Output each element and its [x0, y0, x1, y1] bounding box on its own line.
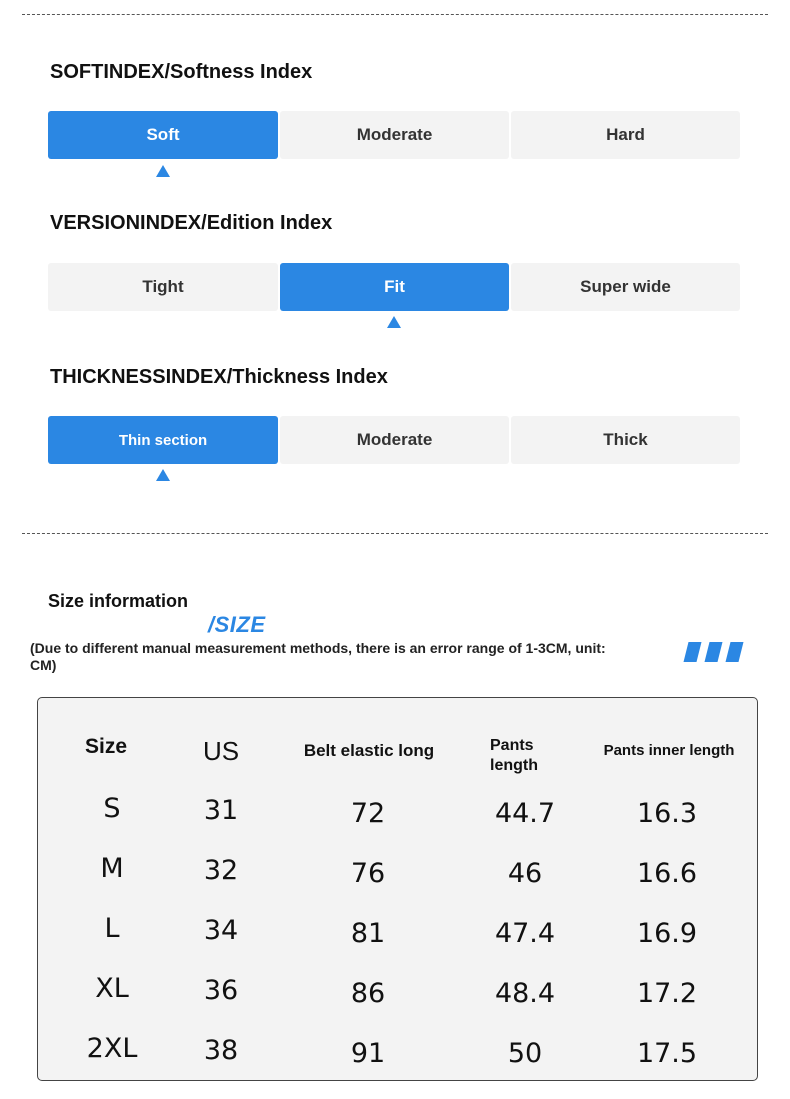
thickness-selected-marker-icon — [156, 469, 170, 481]
table-cell-inner-length: 17.5 — [636, 1038, 698, 1069]
softness-option-moderate: Moderate — [280, 111, 509, 159]
table-cell-inner-length: 16.3 — [636, 798, 698, 829]
table-cell-us: 31 — [203, 795, 239, 826]
table-cell-size: XL — [95, 973, 129, 1004]
softness-selected-marker-icon — [156, 165, 170, 177]
size-info-heading: Size information — [48, 591, 189, 611]
edition-selected-marker-icon — [387, 316, 401, 328]
table-cell-inner-length: 16.9 — [636, 918, 698, 949]
edition-option-tight: Tight — [48, 263, 278, 311]
thickness-index-selector — [48, 416, 740, 464]
table-cell-size: L — [104, 913, 120, 944]
table-cell-pants-length: 44.7 — [494, 798, 556, 829]
edition-option-super-wide: Super wide — [511, 263, 740, 311]
table-cell-us: 34 — [203, 915, 239, 946]
table-cell-pants-length: 46 — [507, 858, 543, 889]
column-header-belt-elastic-long: Belt elastic long — [303, 741, 435, 760]
top-divider — [22, 14, 768, 15]
thickness-index-title: THICKNESSINDEX/Thickness Index — [50, 366, 388, 388]
table-cell-belt: 91 — [350, 1038, 386, 1069]
measurement-note: (Due to different manual measurement methods, there is an error range of 1-3CM, unit: CM) — [30, 640, 606, 673]
table-cell-pants-length: 47.4 — [494, 918, 556, 949]
size-table — [37, 697, 758, 1081]
thickness-option-thin-section: Thin section — [48, 416, 278, 464]
table-cell-size: S — [103, 793, 121, 824]
table-cell-belt: 86 — [350, 978, 386, 1009]
column-header-size: Size — [84, 735, 128, 758]
column-header-us: US — [202, 736, 240, 766]
softness-index-title: SOFTINDEX/Softness Index — [50, 61, 313, 83]
table-cell-size: M — [100, 853, 124, 884]
thickness-option-moderate: Moderate — [280, 416, 509, 464]
size-info-heading-en: /SIZE — [208, 612, 266, 637]
table-cell-us: 32 — [203, 855, 239, 886]
softness-option-soft: Soft — [48, 111, 278, 159]
softness-index-selector — [48, 111, 740, 159]
table-cell-size: 2XL — [86, 1033, 138, 1064]
column-header-pants-inner-length: Pants inner length — [603, 742, 735, 759]
table-cell-us: 36 — [203, 975, 239, 1006]
table-cell-belt: 81 — [350, 918, 386, 949]
table-cell-belt: 76 — [350, 858, 386, 889]
table-cell-inner-length: 17.2 — [636, 978, 698, 1009]
edition-option-fit: Fit — [280, 263, 509, 311]
edition-index-title: VERSIONINDEX/Edition Index — [50, 212, 333, 234]
column-header-pants-length: Pants length — [490, 737, 538, 774]
table-cell-pants-length: 50 — [507, 1038, 543, 1069]
thickness-option-thick: Thick — [511, 416, 740, 464]
table-cell-inner-length: 16.6 — [636, 858, 698, 889]
softness-option-hard: Hard — [511, 111, 740, 159]
table-cell-pants-length: 48.4 — [494, 978, 556, 1009]
edition-index-selector — [48, 263, 740, 311]
table-cell-belt: 72 — [350, 798, 386, 829]
middle-divider — [22, 533, 768, 534]
table-cell-us: 38 — [203, 1035, 239, 1066]
decorative-bars-icon — [686, 642, 742, 664]
